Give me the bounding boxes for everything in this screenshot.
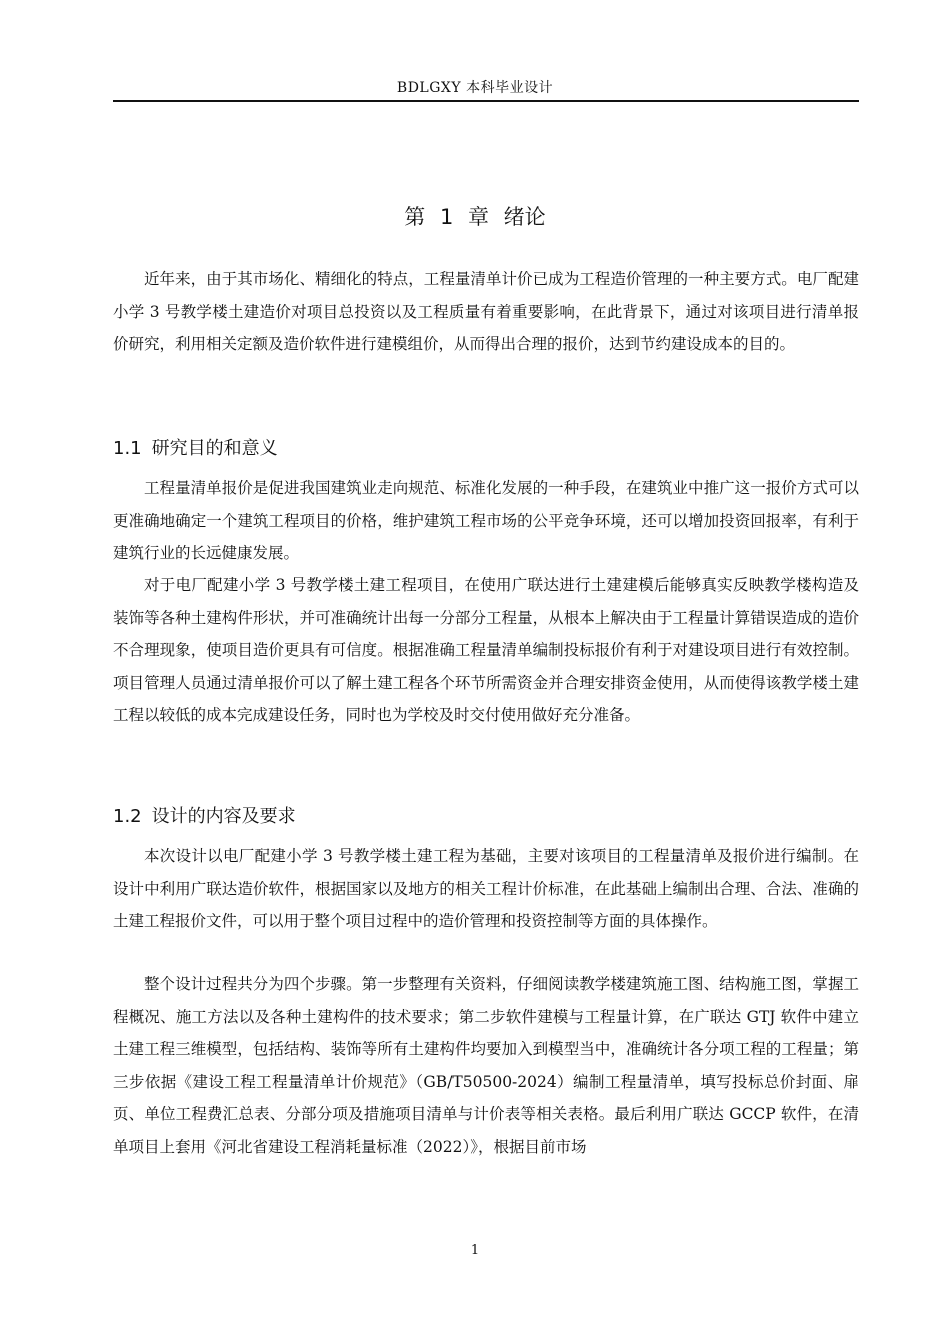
section-title: 研究目的和意义 bbox=[151, 438, 278, 459]
chapter-title: 第 1 章 绪论 bbox=[404, 205, 546, 229]
section-number: 1.2 bbox=[113, 806, 142, 827]
body-paragraph: 整个设计过程共分为四个步骤。第一步整理有关资料，仔细阅读教学楼建筑施工图、结构施工图，掌握工程概况、施工方法以及各种土建构件的技术要求；第二步软件建模与工程量计算，在广联达 GTJ 软件中建立土建工程三维模型，包括结构、装饰等所有土建构件均要加入到模型当中，准确统计各分项工程的工程量；第三步依据《建设工程工程量清单计价规范》（GB/T50500-2024）编制工程量清单，填写投标总价封面、扉页、单位工程费汇总表、分部分项及措施项目清单与计价表等相关表格。最后利用广联达 GCCP 软件，在清单项目上套用《河北省建设工程消耗量标准（2022）》，根据目前市场 bbox=[113, 975, 859, 1156]
intro-paragraph: 近年来，由于其市场化、精细化的特点，工程量清单计价已成为工程造价管理的一种主要方式。电厂配建小学 3 号教学楼土建造价对项目总投资以及工程质量有着重要影响，在此背景下，通过对该项目进行清单报价研究，利用相关定额及造价软件进行建模组价，从而得出合理的报价，达到节约建设成本的目的。 bbox=[113, 270, 859, 353]
body-paragraph: 本次设计以电厂配建小学 3 号教学楼土建工程为基础，主要对该项目的工程量清单及报价进行编制。在设计中利用广联达造价软件，根据国家以及地方的相关工程计价标准，在此基础上编制出合理、合法、准确的土建工程报价文件，可以用于整个项目过程中的造价管理和投资控制等方面的具体操作。 bbox=[113, 847, 859, 930]
body-paragraph: 工程量清单报价是促进我国建筑业走向规范、标准化发展的一种手段，在建筑业中推广这一报价方式可以更准确地确定一个建筑工程项目的价格，维护建筑工程市场的公平竞争环境，还可以增加投资回报率，有利于建筑行业的长远健康发展。 bbox=[113, 479, 859, 562]
section-heading-1-2 bbox=[113, 802, 296, 828]
section-number: 1.1 bbox=[113, 438, 142, 459]
page-number: 1 bbox=[470, 1243, 480, 1258]
running-header: BDLGXY 本科毕业设计 bbox=[396, 80, 554, 96]
body-paragraph: 对于电厂配建小学 3 号教学楼土建工程项目，在使用广联达进行土建建模后能够真实反映教学楼构造及装饰等各种土建构件形状，并可准确统计出每一分部分工程量，从根本上解决由于工程量计算错误造成的造价不合理现象，使项目造价更具有可信度。根据准确工程量清单编制投标报价有利于对建设项目进行有效控制。项目管理人员通过清单报价可以了解土建工程各个环节所需资金并合理安排资金使用，从而使得该教学楼土建工程以较低的成本完成建设任务，同时也为学校及时交付使用做好充分准备。 bbox=[113, 576, 859, 724]
section-heading-1-1 bbox=[113, 434, 278, 460]
header-divider bbox=[113, 100, 859, 102]
section-title: 设计的内容及要求 bbox=[151, 806, 296, 827]
